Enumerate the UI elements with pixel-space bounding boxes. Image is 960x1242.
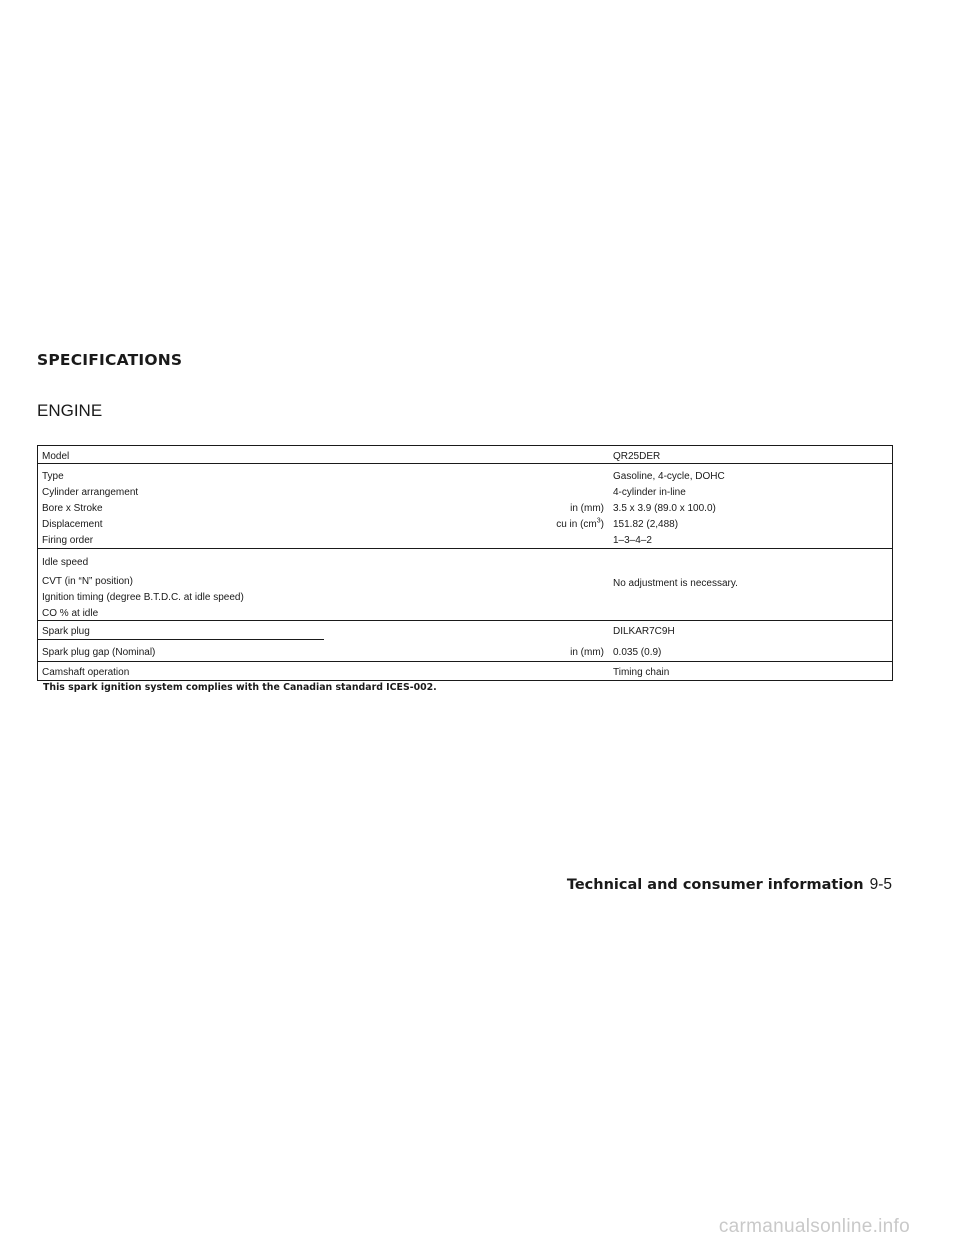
table-row-group-spark-plug — [38, 620, 892, 661]
model-label: Model — [42, 451, 70, 462]
firing-order-label: Firing order — [42, 535, 94, 546]
bore-stroke-value: 3.5 x 3.9 (89.0 x 100.0) — [613, 503, 716, 514]
spark-gap-label: Spark plug gap (Nominal) — [42, 647, 156, 658]
table-row-group-engine-basics — [38, 463, 892, 547]
compliance-footnote: This spark ignition system complies with the Canadian standard ICES-002. — [43, 682, 437, 693]
displacement-value: 151.82 (2,488) — [613, 519, 679, 530]
ignition-timing-label: Ignition timing (degree B.T.D.C. at idle speed) — [42, 592, 244, 603]
model-value: QR25DER — [613, 451, 661, 462]
bore-stroke-label: Bore x Stroke — [42, 503, 103, 514]
page-number: 9-5 — [869, 876, 892, 893]
engine-spec-table — [37, 445, 893, 681]
cylinder-value: 4-cylinder in-line — [613, 487, 686, 498]
bore-stroke-unit: in (mm) — [570, 503, 604, 514]
table-row-model — [38, 446, 892, 463]
footer-section-title: Technical and consumer information — [566, 877, 864, 893]
spark-plug-rule — [38, 639, 324, 640]
type-label: Type — [42, 471, 64, 482]
camshaft-label: Camshaft operation — [42, 667, 130, 678]
displacement-unit: cu in $(cm^3)$ — [556, 517, 604, 530]
table-row-camshaft — [38, 661, 892, 681]
spark-plug-value: DILKAR7C9H — [613, 626, 675, 637]
firing-order-value: 1–3–4–2 — [613, 535, 652, 546]
cvt-label: CVT (in “N” position) — [42, 576, 133, 587]
subsection-title: ENGINE — [37, 401, 103, 420]
section-title: SPECIFICATIONS — [37, 351, 183, 369]
spark-gap-unit: in (mm) — [570, 647, 604, 658]
type-value: Gasoline, 4-cycle, DOHC — [613, 471, 725, 482]
co-idle-label: CO % at idle — [42, 608, 99, 619]
camshaft-value: Timing chain — [613, 667, 670, 678]
watermark-text: carmanualsonline.info — [718, 1216, 910, 1237]
idle-adjustment-value: No adjustment is necessary. — [613, 578, 738, 589]
idle-speed-label: Idle speed — [42, 557, 89, 568]
displacement-label: Displacement — [42, 519, 103, 530]
cylinder-label: Cylinder arrangement — [42, 487, 139, 498]
spark-plug-label: Spark plug — [42, 626, 90, 637]
table-row-group-idle — [38, 548, 892, 619]
spark-gap-value: 0.035 (0.9) — [613, 647, 662, 658]
page-footer — [567, 876, 892, 894]
